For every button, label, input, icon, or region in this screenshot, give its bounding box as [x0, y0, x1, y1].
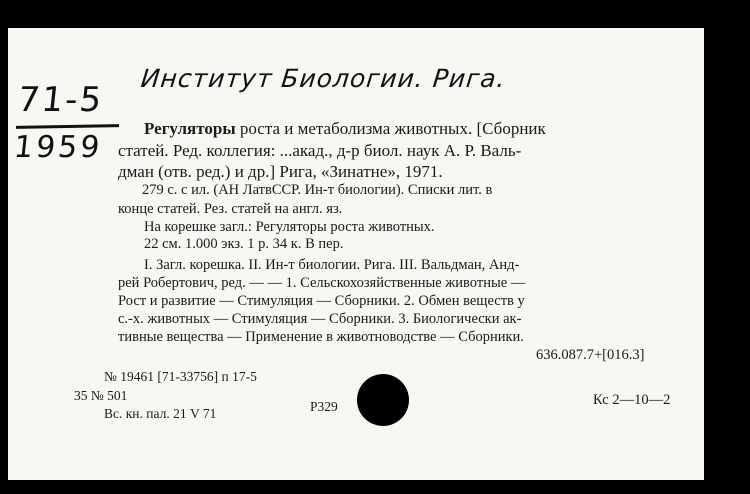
kc-code: Кс 2—10—2	[593, 392, 671, 408]
tracing-line-2: рей Робертович, ред. — — 1. Сельскохозяйственные животные —	[118, 275, 526, 291]
title-bold: Регуляторы	[144, 119, 236, 138]
handwritten-heading: Институт Биологии. Рига.	[139, 64, 508, 93]
udc-number: 636.087.7+[016.3]	[536, 347, 645, 363]
note-line-1: На корешке загл.: Регуляторы роста животных.	[144, 219, 435, 235]
tracing-line-4: с.-х. животных — Стимуляция — Сборники. 3. Биологически ак-	[118, 311, 522, 327]
punch-hole	[357, 374, 409, 426]
collation-line-2: конце статей. Рез. статей на англ. яз.	[118, 201, 343, 217]
call-number-top: 71-5	[15, 80, 106, 120]
date-line: Вс. кн. пал. 21 V 71	[104, 406, 217, 421]
title-line-3: дман (отв. ред.) и др.] Рига, «Зинатне», 1971.	[118, 162, 443, 181]
title-line-1-rest: роста и метаболизма животных. [Сборник	[235, 119, 546, 138]
catalog-card	[8, 28, 704, 480]
collation-line-1: 279 с. с ил. (АН ЛатвССР. Ин-т биологии). Списки лит. в	[142, 182, 493, 198]
note-line-2: 22 см. 1.000 экз. 1 р. 34 к. В пер.	[144, 236, 344, 252]
title-line-1	[144, 119, 546, 139]
tracing-line-5: тивные вещества — Применение в животноводстве — Сборники.	[118, 329, 524, 345]
print-code: Р329	[310, 399, 338, 414]
call-number-divider	[16, 124, 119, 129]
tracing-line-1: I. Загл. корешка. II. Ин-т биологии. Рига. III. Вальдман, Анд-	[144, 257, 520, 273]
call-number-bottom: 1959	[12, 130, 105, 165]
series-number: 35 № 501	[74, 388, 128, 403]
record-number: № 19461 [71-33756] п 17-5	[104, 369, 257, 384]
tracing-line-3: Рост и развитие — Стимуляция — Сборники. 2. Обмен веществ у	[118, 293, 525, 309]
title-line-2: статей. Ред. коллегия: ...акад., д-р биол. наук А. Р. Валь-	[118, 141, 522, 160]
